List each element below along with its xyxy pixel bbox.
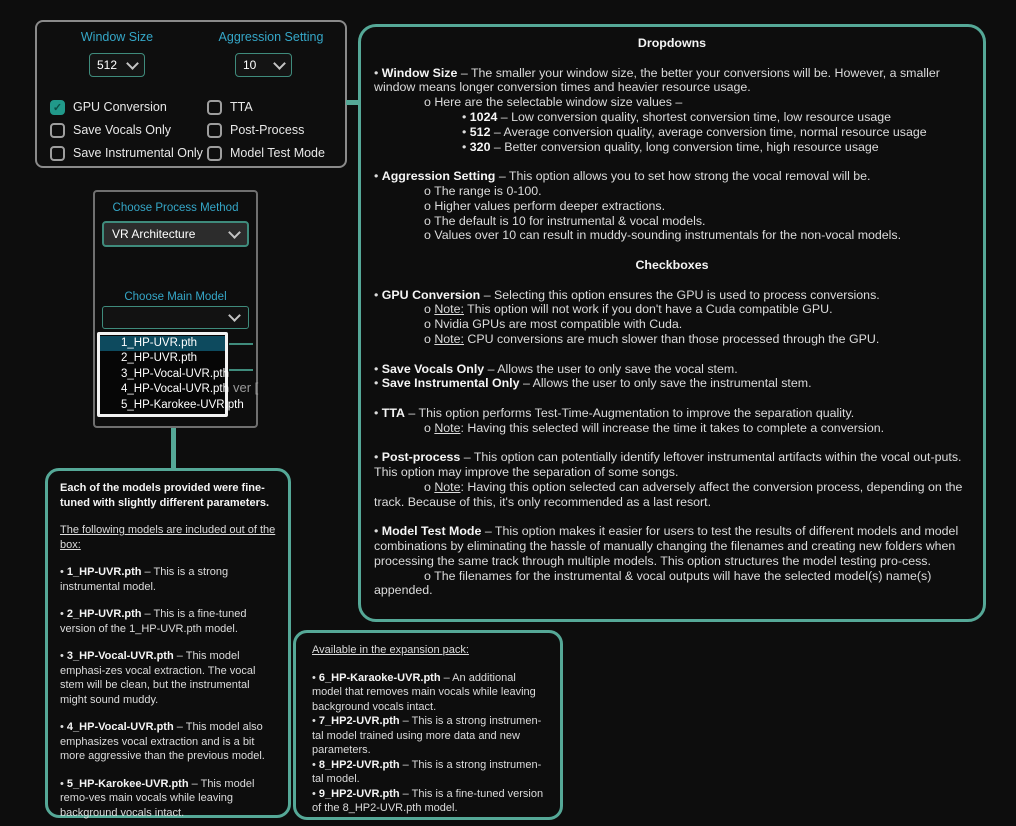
checkbox[interactable] <box>50 146 65 161</box>
process-method-value: VR Architecture <box>112 227 196 241</box>
window-size-value: 512 <box>97 58 118 72</box>
model-list-item[interactable]: 2_HP-UVR.pth <box>121 352 198 365</box>
aggression-value: 10 <box>243 58 257 72</box>
checkbox-label: Save Instrumental Only <box>73 146 203 160</box>
connector-line-horizontal <box>346 100 358 105</box>
checkbox-row[interactable] <box>50 122 203 138</box>
model-description-paragraph: The following models are included out of the box: <box>60 524 276 551</box>
checkbox-label: Post-Process <box>230 123 305 137</box>
help-annotation-panel <box>358 24 986 622</box>
model-list-item[interactable]: 4_HP-Vocal-UVR.pth <box>121 383 230 396</box>
model-list-item[interactable]: 3_HP-Vocal-UVR.pth <box>121 367 230 380</box>
help-paragraph: • Post-process – This option can potentially identify leftover instrumental artifacts within the vocal out-puts. This option may improve the separation of some songs. <box>374 450 962 480</box>
help-paragraph: • Window Size – The smaller your window size, the better your conversions will be. However, a smaller window means longer conversion times and heavier resource usage. <box>374 65 940 95</box>
chevron-down-icon <box>126 57 139 70</box>
checkbox-row[interactable] <box>207 122 325 138</box>
help-paragraph: • Save Vocals Only – Allows the user to only save the vocal stem. <box>374 361 738 376</box>
checkbox-label: Save Vocals Only <box>73 123 171 137</box>
model-chooser-panel <box>93 190 258 428</box>
window-size-label: Window Size <box>80 30 154 44</box>
help-paragraph: o The filenames for the instrumental & vocal outputs will have the selected model(s) name(s) appended. <box>374 568 932 598</box>
aggression-dropdown[interactable] <box>235 53 292 77</box>
model-description-paragraph: • 2_HP-UVR.pth – This is a fine-tuned version of the 1_HP-UVR.pth model. <box>60 608 247 635</box>
expansion-model-paragraph: • 6_HP-Karaoke-UVR.pth – An additional model that removes main vocals while leaving background vocals intact. <box>312 671 536 713</box>
checkbox[interactable] <box>207 123 222 138</box>
help-paragraph: o Nvidia GPUs are most compatible with Cuda. <box>424 317 683 332</box>
checkbox-row[interactable] <box>50 145 203 161</box>
checkbox[interactable] <box>207 146 222 161</box>
help-paragraph: • TTA – This option performs Test-Time-Augmentation to improve the separation quality. <box>374 405 855 420</box>
chevron-down-icon <box>228 226 241 239</box>
model-list-item[interactable]: 1_HP-UVR.pth <box>100 336 225 351</box>
main-model-dropdown[interactable] <box>102 306 249 329</box>
expansion-model-paragraph: • 9_HP2-UVR.pth – This is a fine-tuned version of the 8_HP2-UVR.pth model. <box>312 787 544 814</box>
checkbox-label: GPU Conversion <box>73 100 167 114</box>
help-paragraph: • 320 – Better conversion quality, long conversion time, high resource usage <box>462 139 879 154</box>
help-paragraph: o The range is 0-100. <box>424 183 542 198</box>
settings-panel <box>35 20 347 168</box>
checkbox-label: Model Test Mode <box>230 146 325 160</box>
help-paragraph: o Note: Having this option selected can adversely affect the conversion process, depending on the track. Because of this, it's only recommended as a last resort. <box>374 479 963 509</box>
checkbox[interactable] <box>50 123 65 138</box>
model-dropdown-list <box>97 332 244 417</box>
help-paragraph: • GPU Conversion – Selecting this option ensures the GPU is used to process conversions. <box>374 287 880 302</box>
expansion-model-paragraph: • 7_HP2-UVR.pth – This is a strong instrumen-tal model trained using more data and new parameters. <box>312 715 542 756</box>
help-paragraph: Checkboxes <box>635 257 709 272</box>
help-paragraph: o Higher values perform deeper extractions. <box>424 198 666 213</box>
checkbox-column-right <box>207 99 325 161</box>
help-paragraph: • Save Instrumental Only – Allows the user to only save the instrumental stem. <box>374 376 812 391</box>
model-description-paragraph: • 3_HP-Vocal-UVR.pth – This model emphasi-zes vocal extraction. The vocal stem will be clean, but the instrumental might sound muddy. <box>60 650 256 706</box>
help-paragraph: • Model Test Mode – This option makes it easier for users to test the results of different models and model combinations by eliminating the hassle of manually changing the filenames and creating new folders when processing the same track through multiple models. This option structures the model testing pro-cess. <box>374 524 959 568</box>
obscured-ui-fragment <box>229 343 253 345</box>
expansion-model-paragraph: Available in the expansion pack: <box>312 644 469 656</box>
checkbox-row[interactable] <box>50 99 203 115</box>
model-description-paragraph: • 5_HP-Karokee-UVR.pth – This model remo-ves main vocals while leaving background vocals intact. <box>60 777 255 819</box>
window-size-dropdown[interactable] <box>89 53 145 77</box>
process-method-label: Choose Process Method <box>112 202 239 214</box>
model-description-paragraph: • 1_HP-UVR.pth – This is a strong instrumental model. <box>60 566 229 593</box>
expansion-model-paragraph: • 8_HP2-UVR.pth – This is a strong instrumen-tal model. <box>312 758 542 785</box>
help-paragraph: o Values over 10 can result in muddy-sounding instrumentals for the non-vocal models. <box>424 228 902 243</box>
model-description-paragraph: • 4_HP-Vocal-UVR.pth – This model also emphasizes vocal extraction and is a bit more aggressive than the previous model. <box>60 721 265 762</box>
obscured-ui-fragment <box>229 369 253 371</box>
help-paragraph: o Note: CPU conversions are much slower than those processed through the GPU. <box>424 331 880 346</box>
model-description-paragraph: Each of the models provided were fine-tuned with slightly different parameters. <box>60 482 270 509</box>
chevron-down-icon <box>228 309 241 322</box>
checkbox[interactable]: ✓ <box>50 100 65 115</box>
help-paragraph: o The default is 10 for instrumental & vocal models. <box>424 213 706 228</box>
obscured-text-fragment: ver [ <box>233 380 259 395</box>
help-paragraph: o Note: This option will not work if you don't have a Cuda compatible GPU. <box>424 302 833 317</box>
model-list-item[interactable]: 5_HP-Karokee-UVR.pth <box>121 398 244 411</box>
connector-line-vertical <box>171 428 176 469</box>
help-paragraph: o Here are the selectable window size values – <box>424 95 683 110</box>
checkbox-label: TTA <box>230 100 253 114</box>
models-description-panel <box>45 468 291 818</box>
checkbox-row[interactable] <box>207 99 325 115</box>
expansion-pack-panel <box>293 630 563 820</box>
help-paragraph: o Note: Having this selected will increase the time it takes to complete a conversion. <box>424 420 885 435</box>
aggression-setting-label: Aggression Setting <box>218 30 324 44</box>
checkbox-row[interactable] <box>207 145 325 161</box>
help-paragraph: • Aggression Setting – This option allows you to set how strong the vocal removal will be. <box>374 169 871 184</box>
process-method-dropdown[interactable] <box>102 221 249 247</box>
help-paragraph: • 1024 – Low conversion quality, shortest conversion time, low resource usage <box>462 109 892 124</box>
help-paragraph: • 512 – Average conversion quality, average conversion time, normal resource usage <box>462 124 927 139</box>
main-model-label: Choose Main Model <box>124 291 227 303</box>
chevron-down-icon <box>273 57 286 70</box>
checkbox-column-left <box>50 99 203 161</box>
checkbox[interactable] <box>207 100 222 115</box>
help-paragraph: Dropdowns <box>637 36 707 50</box>
